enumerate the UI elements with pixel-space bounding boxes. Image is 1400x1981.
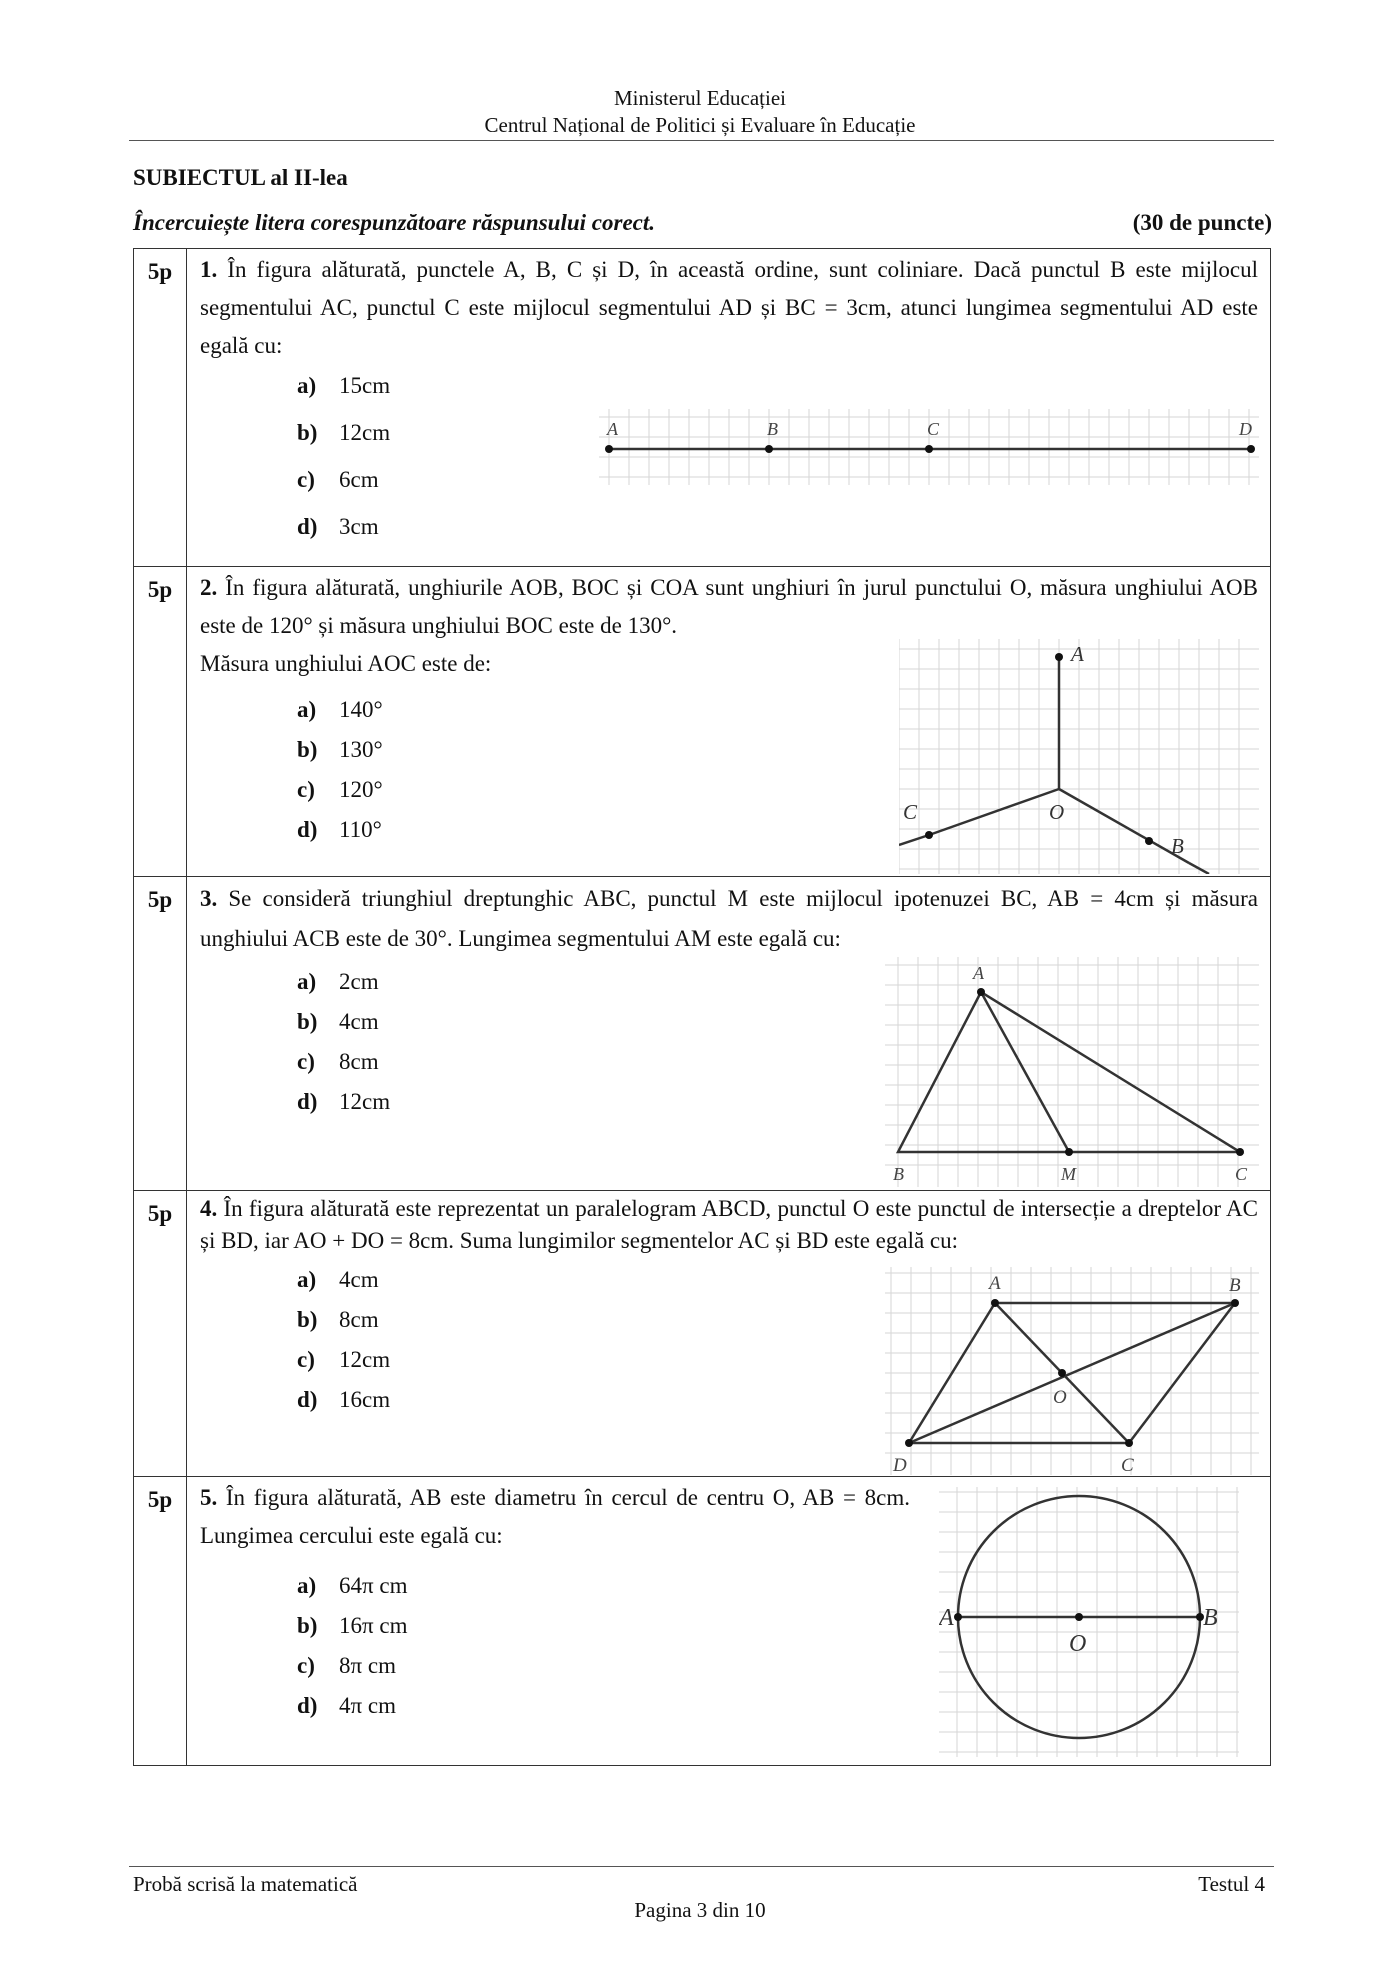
- option-d[interactable]: d) 4π cm: [297, 1693, 396, 1718]
- section-points: (30 de puncte): [1132, 210, 1272, 235]
- question-number: 1.: [200, 257, 218, 282]
- label-o: O: [1069, 1631, 1087, 1657]
- figure-angles-around-point: [899, 639, 1259, 874]
- point-a: [991, 1299, 999, 1307]
- label-c: C: [1235, 1164, 1248, 1184]
- label-a: A: [973, 963, 984, 983]
- question-cell: [187, 249, 1271, 567]
- label-d: D: [1239, 419, 1252, 439]
- label-o: O: [1053, 1387, 1067, 1408]
- label-b: B: [1203, 1605, 1218, 1631]
- footer-test-number: Testul 4: [1198, 1872, 1265, 1896]
- option-a[interactable]: a) 64π cm: [297, 1573, 408, 1598]
- option-b[interactable]: b) 130°: [297, 737, 383, 762]
- point-m: [1065, 1148, 1073, 1156]
- point-a: [977, 988, 985, 996]
- label-c: C: [1121, 1455, 1134, 1475]
- question-cell: [187, 1191, 1271, 1477]
- point-a: [1055, 653, 1063, 661]
- option-d[interactable]: d) 12cm: [297, 1089, 391, 1114]
- question-number: 2.: [200, 575, 218, 600]
- option-d[interactable]: d) 110°: [297, 817, 382, 842]
- option-b[interactable]: b) 4cm: [297, 1009, 379, 1034]
- point-c: [925, 445, 933, 453]
- option-c[interactable]: c) 120°: [297, 777, 383, 802]
- option-a[interactable]: a) 4cm: [297, 1267, 379, 1292]
- question-cell: [187, 567, 1271, 877]
- question-subtext: Măsura unghiului AOC este de:: [200, 651, 492, 676]
- triangle-abc: [898, 992, 1240, 1152]
- point-c: [925, 831, 933, 839]
- question-number: 4.: [200, 1196, 218, 1221]
- point-b: [1145, 837, 1153, 845]
- figure-right-triangle: [885, 957, 1259, 1187]
- question-row-1: [134, 249, 1271, 567]
- label-a: A: [989, 1273, 1001, 1294]
- question-number: 3.: [200, 886, 218, 911]
- point-b: [765, 445, 773, 453]
- question-text: [200, 879, 1258, 959]
- point-o: [1058, 1369, 1066, 1377]
- option-c[interactable]: c) 8cm: [297, 1049, 379, 1074]
- section-instruction: Încercuiește litera corespunzătoare răspunsului corect.: [133, 210, 656, 235]
- question-text: [200, 1193, 1258, 1257]
- question-body: În figura alăturată este reprezentat un paralelogram ABCD, punctul O este punctul de intersecție a dreptelor AC și BD, iar AO + DO = 8cm. Suma lungimilor segmentelor AC și BD este egală cu:: [200, 1196, 1258, 1253]
- question-text: [200, 251, 1258, 365]
- question-points: 5p: [134, 1191, 187, 1477]
- questions-table: [133, 248, 1271, 1766]
- option-c[interactable]: c) 6cm: [297, 467, 379, 492]
- label-c: C: [903, 800, 918, 824]
- header-center: Centrul Național de Politici și Evaluare în Educație: [484, 113, 916, 137]
- point-a: [605, 445, 613, 453]
- option-d[interactable]: d) 3cm: [297, 514, 379, 539]
- header-rule: [129, 140, 1274, 141]
- question-text: [200, 569, 1258, 645]
- label-a: A: [1071, 642, 1084, 666]
- question-points: 5p: [134, 567, 187, 877]
- point-c: [1125, 1439, 1133, 1447]
- label-b: B: [1171, 834, 1184, 858]
- option-a[interactable]: a) 140°: [297, 697, 383, 722]
- figure-collinear-points: [599, 409, 1259, 485]
- question-points: 5p: [134, 877, 187, 1191]
- footer-rule: [129, 1866, 1274, 1867]
- question-body: În figura alăturată, unghiurile AOB, BOC și COA sunt unghiuri în jurul punctului O, măsura unghiului AOB este de 120° și măsura unghiului BOC este de 130°.: [200, 575, 1258, 638]
- question-row-4: [134, 1191, 1271, 1477]
- segment-am: [981, 992, 1069, 1152]
- footer-exam-name: Probă scrisă la matematică: [133, 1872, 358, 1896]
- option-a[interactable]: a) 15cm: [297, 373, 391, 398]
- point-a: [954, 1613, 962, 1621]
- option-c[interactable]: c) 8π cm: [297, 1653, 396, 1678]
- point-d: [1247, 445, 1255, 453]
- point-c: [1236, 1148, 1244, 1156]
- option-b[interactable]: b) 16π cm: [297, 1613, 408, 1638]
- option-a[interactable]: a) 2cm: [297, 969, 379, 994]
- label-m: M: [1061, 1164, 1076, 1184]
- label-c: C: [927, 419, 940, 439]
- question-points: 5p: [134, 1477, 187, 1766]
- option-b[interactable]: b) 8cm: [297, 1307, 379, 1332]
- question-number: 5.: [200, 1485, 218, 1510]
- figure-circle-diameter: [939, 1487, 1239, 1757]
- header-ministry: Ministerul Educației: [613, 86, 787, 110]
- label-b: B: [767, 419, 778, 439]
- footer-page-number: Pagina 3 din 10: [634, 1898, 766, 1922]
- question-text: [200, 1479, 910, 1555]
- point-o: [1075, 1613, 1083, 1621]
- point-b: [1231, 1299, 1239, 1307]
- ray-oc-ext: [899, 835, 929, 845]
- figure-parallelogram: [885, 1267, 1259, 1475]
- question-row-5: [134, 1477, 1271, 1766]
- option-c[interactable]: c) 12cm: [297, 1347, 391, 1372]
- question-cell: [187, 877, 1271, 1191]
- label-o: O: [1049, 800, 1065, 824]
- label-b: B: [1229, 1275, 1241, 1296]
- section-title: SUBIECTUL al II-lea: [133, 165, 348, 190]
- question-body: În figura alăturată, AB este diametru în cercul de centru O, AB = 8cm. Lungimea cercului este egală cu:: [200, 1485, 910, 1548]
- question-row-3: [134, 877, 1271, 1191]
- question-body: În figura alăturată, punctele A, B, C și D, în această ordine, sunt coliniare. Dacă punctul B este mijlocul segmentului AC, punctul C este mijlocul segmentului AD și BC = 3cm, atunci lungimea segmentului AD este egală cu:: [200, 257, 1258, 358]
- option-b[interactable]: b) 12cm: [297, 420, 391, 445]
- question-body: Se consideră triunghiul dreptunghic ABC, punctul M este mijlocul ipotenuzei BC, AB = 4cm și măsura unghiului ACB este de 30°. Lungimea segmentului AM este egală cu:: [200, 886, 1258, 951]
- question-points: 5p: [134, 249, 187, 567]
- point-d: [905, 1439, 913, 1447]
- question-row-2: [134, 567, 1271, 877]
- label-a: A: [939, 1605, 954, 1631]
- question-cell: [187, 1477, 1271, 1766]
- option-d[interactable]: d) 16cm: [297, 1387, 391, 1412]
- label-d: D: [893, 1455, 907, 1475]
- label-a: A: [607, 419, 618, 439]
- label-b: B: [893, 1164, 904, 1184]
